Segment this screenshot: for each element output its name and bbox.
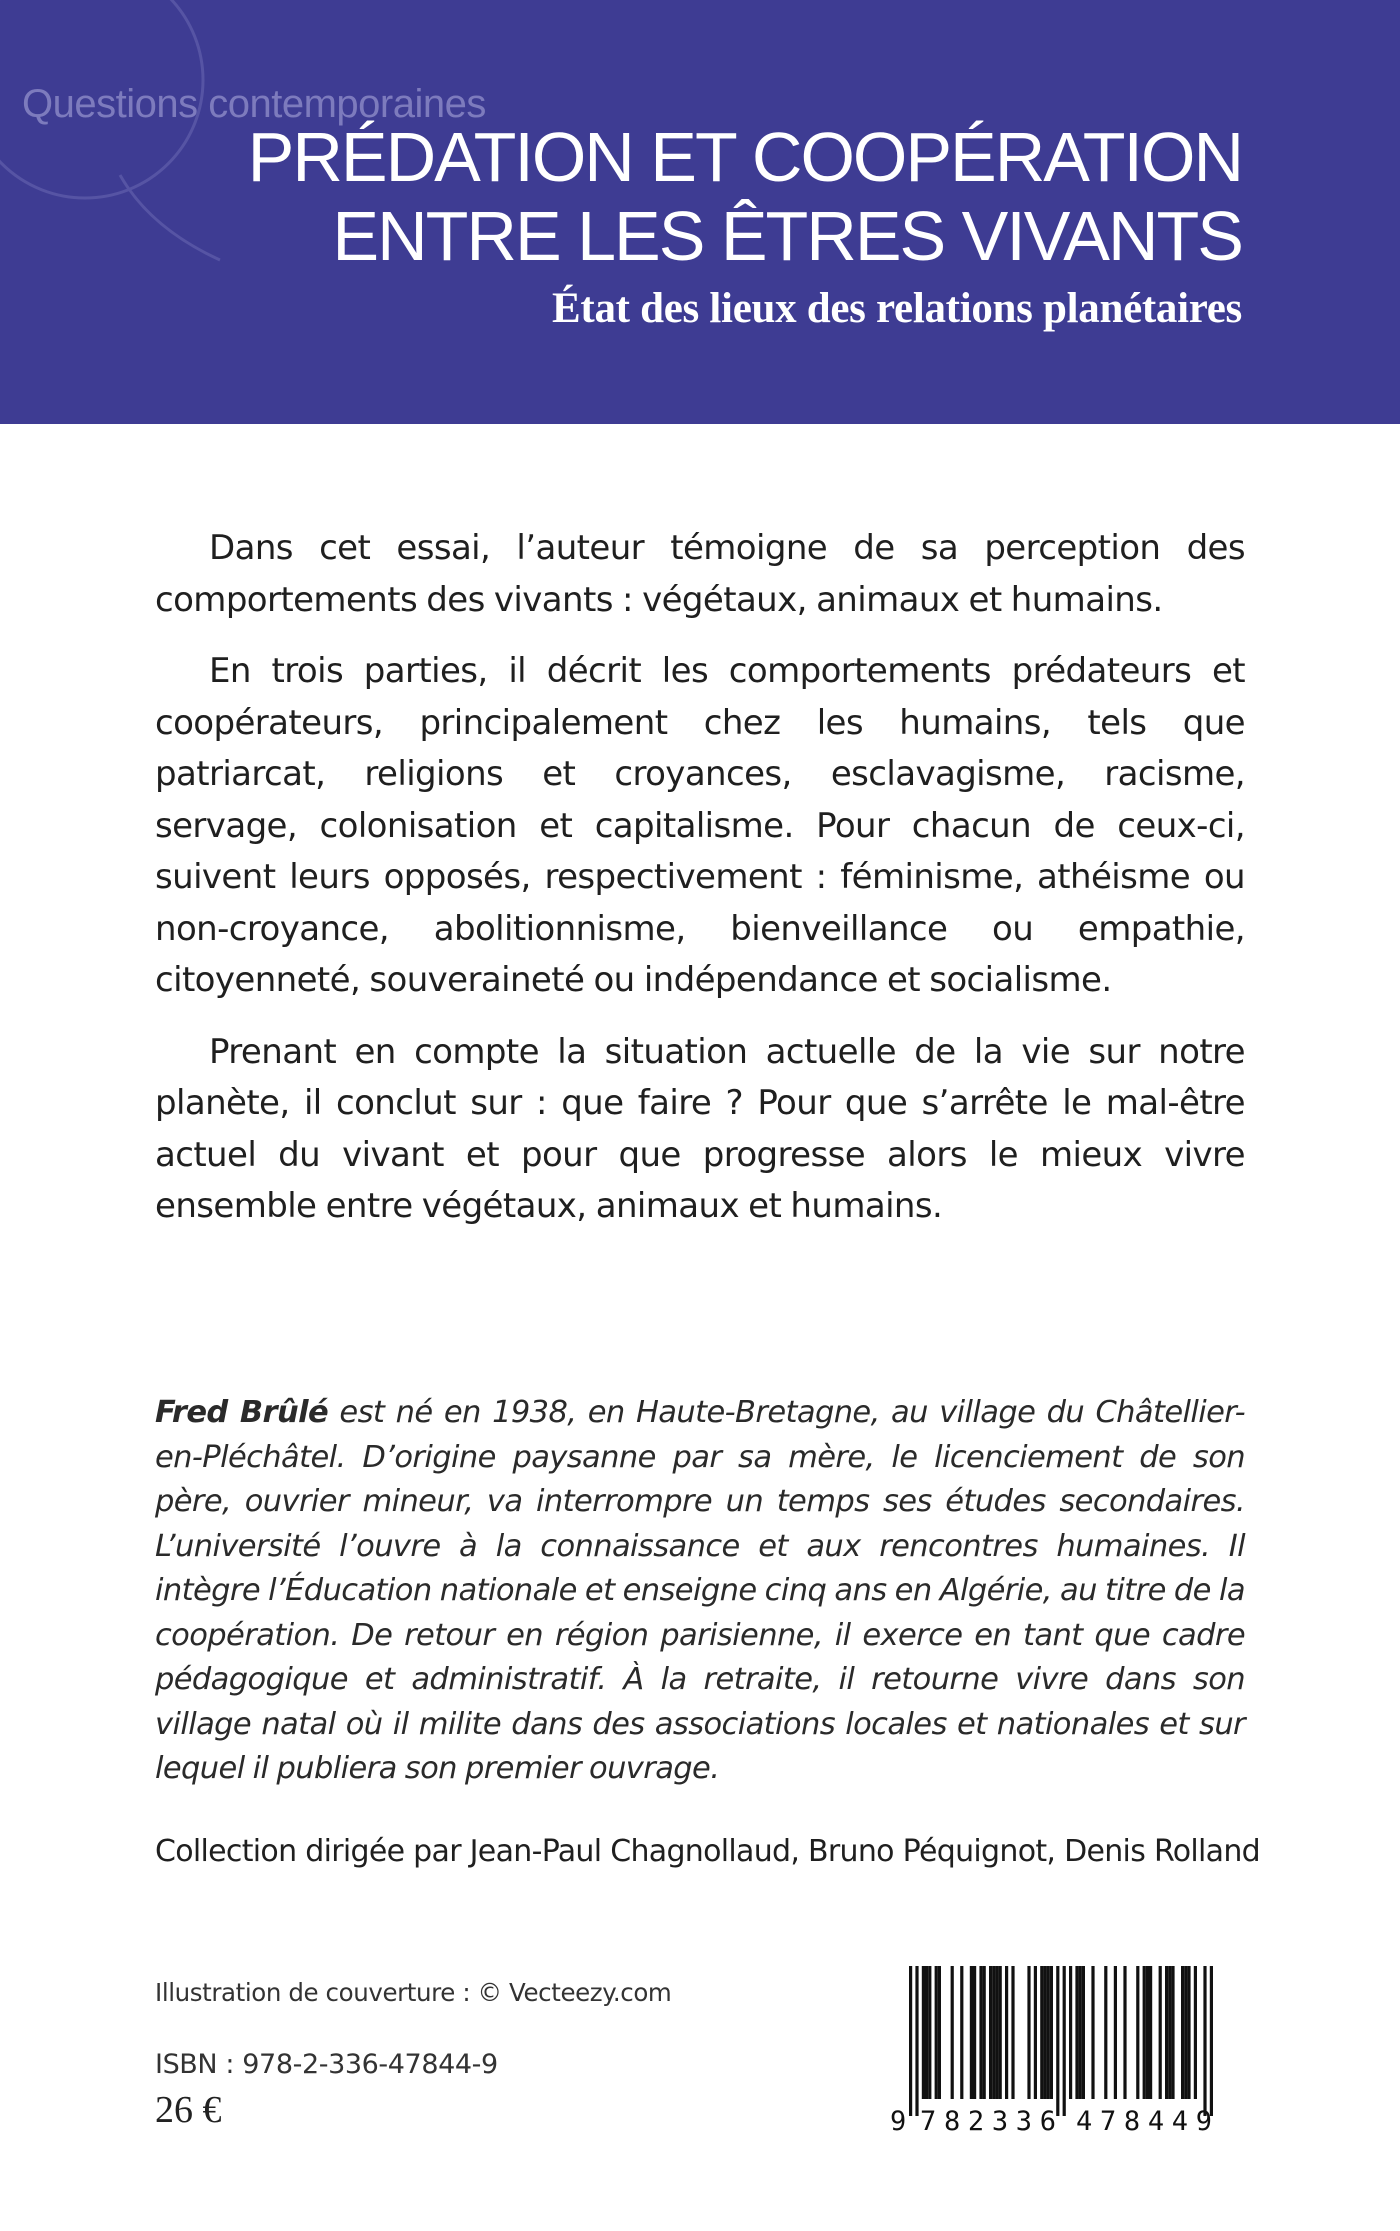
barcode-bar [951, 1966, 954, 2099]
summary-paragraph: En trois parties, il décrit les comportements prédateurs et coopérateurs, principalement chez les humains, tels que patriarcat, religions et croyances, esclavagisme, racisme, servage, colonisation et capitalisme. Pour chacun de ceux-ci, suivent leurs opposés, respectivement : féminisme, athéisme ou non-croyance, abolitionnisme, bienveillance ou empathie, citoyenneté, souveraineté ou indépendance et socialisme. [155, 651, 1245, 1000]
barcode-bar [1104, 1966, 1107, 2099]
barcode-bar [1063, 1966, 1066, 2116]
barcode-bar [1194, 1966, 1197, 2099]
book-title [248, 118, 1242, 276]
barcode-bar [992, 1966, 995, 2099]
barcode-bar [989, 1966, 992, 2099]
barcode-bar [1005, 1966, 1008, 2099]
barcode [880, 1966, 1252, 2136]
barcode-bar [935, 1966, 938, 2099]
barcode-bar [1082, 1966, 1085, 2099]
barcode-bar [1079, 1966, 1082, 2099]
series-name: Questions contemporaines [22, 82, 486, 126]
barcode-bar [1069, 1966, 1072, 2099]
barcode-bar [960, 1966, 963, 2099]
barcode-left-digits: 782336 [920, 2106, 1056, 2136]
barcode-bar [1143, 1966, 1146, 2099]
barcode-bar [1168, 1966, 1171, 2099]
barcode-bar [983, 1966, 986, 2099]
barcode-bar [928, 1966, 931, 2099]
isbn: ISBN : 978-2-336-47844-9 [155, 2049, 498, 2080]
barcode-bar [915, 1966, 918, 2116]
barcode-right-digits: 478449 [1076, 2106, 1212, 2136]
illustration-credit: Illustration de couverture : © Vecteezy.com [155, 1978, 672, 2007]
summary-paragraph: Dans cet essai, l’auteur témoigne de sa perception des comportements des vivants : végétaux, animaux et humains. [155, 528, 1245, 620]
barcode-bar [1184, 1966, 1187, 2099]
author-name: Fred Brûlé [155, 1395, 329, 1430]
barcode-bar [1091, 1966, 1094, 2099]
barcode-icon [880, 1966, 1252, 2136]
barcode-bar [1165, 1966, 1168, 2099]
barcode-bar [999, 1966, 1002, 2099]
collection-directors: Collection dirigée par Jean-Paul Chagnollaud, Bruno Péquignot, Denis Rolland [155, 1834, 1261, 1869]
barcode-bar [1050, 1966, 1053, 2099]
barcode-bar [1075, 1966, 1078, 2099]
barcode-bar [925, 1966, 928, 2099]
title-line: ENTRE LES ÊTRES VIVANTS [332, 197, 1242, 275]
barcode-bar [1203, 1966, 1206, 2116]
price: 26 € [155, 2089, 222, 2131]
barcode-bar [973, 1966, 976, 2099]
barcode-bar [1159, 1966, 1162, 2099]
title-line: PRÉDATION ET COOPÉRATION [247, 118, 1242, 196]
barcode-bar [1146, 1966, 1149, 2099]
barcode-bar [1114, 1966, 1117, 2099]
barcode-bar [979, 1966, 982, 2099]
barcode-bar [1011, 1966, 1014, 2099]
barcode-bar [1123, 1966, 1126, 2099]
barcode-bar [1047, 1966, 1050, 2099]
summary-text [155, 523, 1245, 1253]
author-bio-text: est né en 1938, en Haute-Bretagne, au village du Châtellier-en-Pléchâtel. D’origine paysanne par sa mère, le licenciement de son père, ouvrier mineur, va interrompre un temps ses études secondaires. L’université l’ouvre à la connaissance et aux rencontres humaines. Il intègre l’Éducation nationale et enseigne cinq ans en Algérie, au titre de la coopération. De retour en région parisienne, il exerce en tant que cadre pédagogique et administratif. À la retraite, il retourne vivre dans son village natal où il milite dans des associations locales et nationales et sur lequel il publiera son premier ouvrage. [155, 1395, 1245, 1786]
q-logo-icon [0, 0, 280, 320]
barcode-bar [1136, 1966, 1139, 2099]
barcode-bar [1210, 1966, 1213, 2116]
barcode-bar [1187, 1966, 1190, 2099]
barcode-bar [1181, 1966, 1184, 2099]
barcode-bar [1056, 1966, 1059, 2116]
barcode-bar [970, 1966, 973, 2099]
header-band [0, 0, 1400, 424]
barcode-leading-digit: 9 [890, 2106, 907, 2136]
barcode-bar [1034, 1966, 1037, 2099]
barcode-bar [1043, 1966, 1046, 2099]
barcode-bar [995, 1966, 998, 2099]
barcode-bar [938, 1966, 941, 2099]
book-subtitle: État des lieux des relations planétaires [552, 285, 1242, 332]
barcode-bar [1027, 1966, 1030, 2099]
barcode-bar [922, 1966, 925, 2099]
barcode-bar [909, 1966, 912, 2116]
summary-paragraph: Prenant en compte la situation actuelle de la vie sur notre planète, il conclut sur : que faire ? Pour que s’arrête le mal-être actuel du vivant et pour que progresse alors le mieux vivre ensemble entre végétaux, animaux et humains. [155, 1031, 1245, 1226]
barcode-bar [1171, 1966, 1174, 2099]
author-bio [155, 1391, 1245, 1792]
barcode-bar [1149, 1966, 1152, 2099]
barcode-bar [1040, 1966, 1043, 2099]
